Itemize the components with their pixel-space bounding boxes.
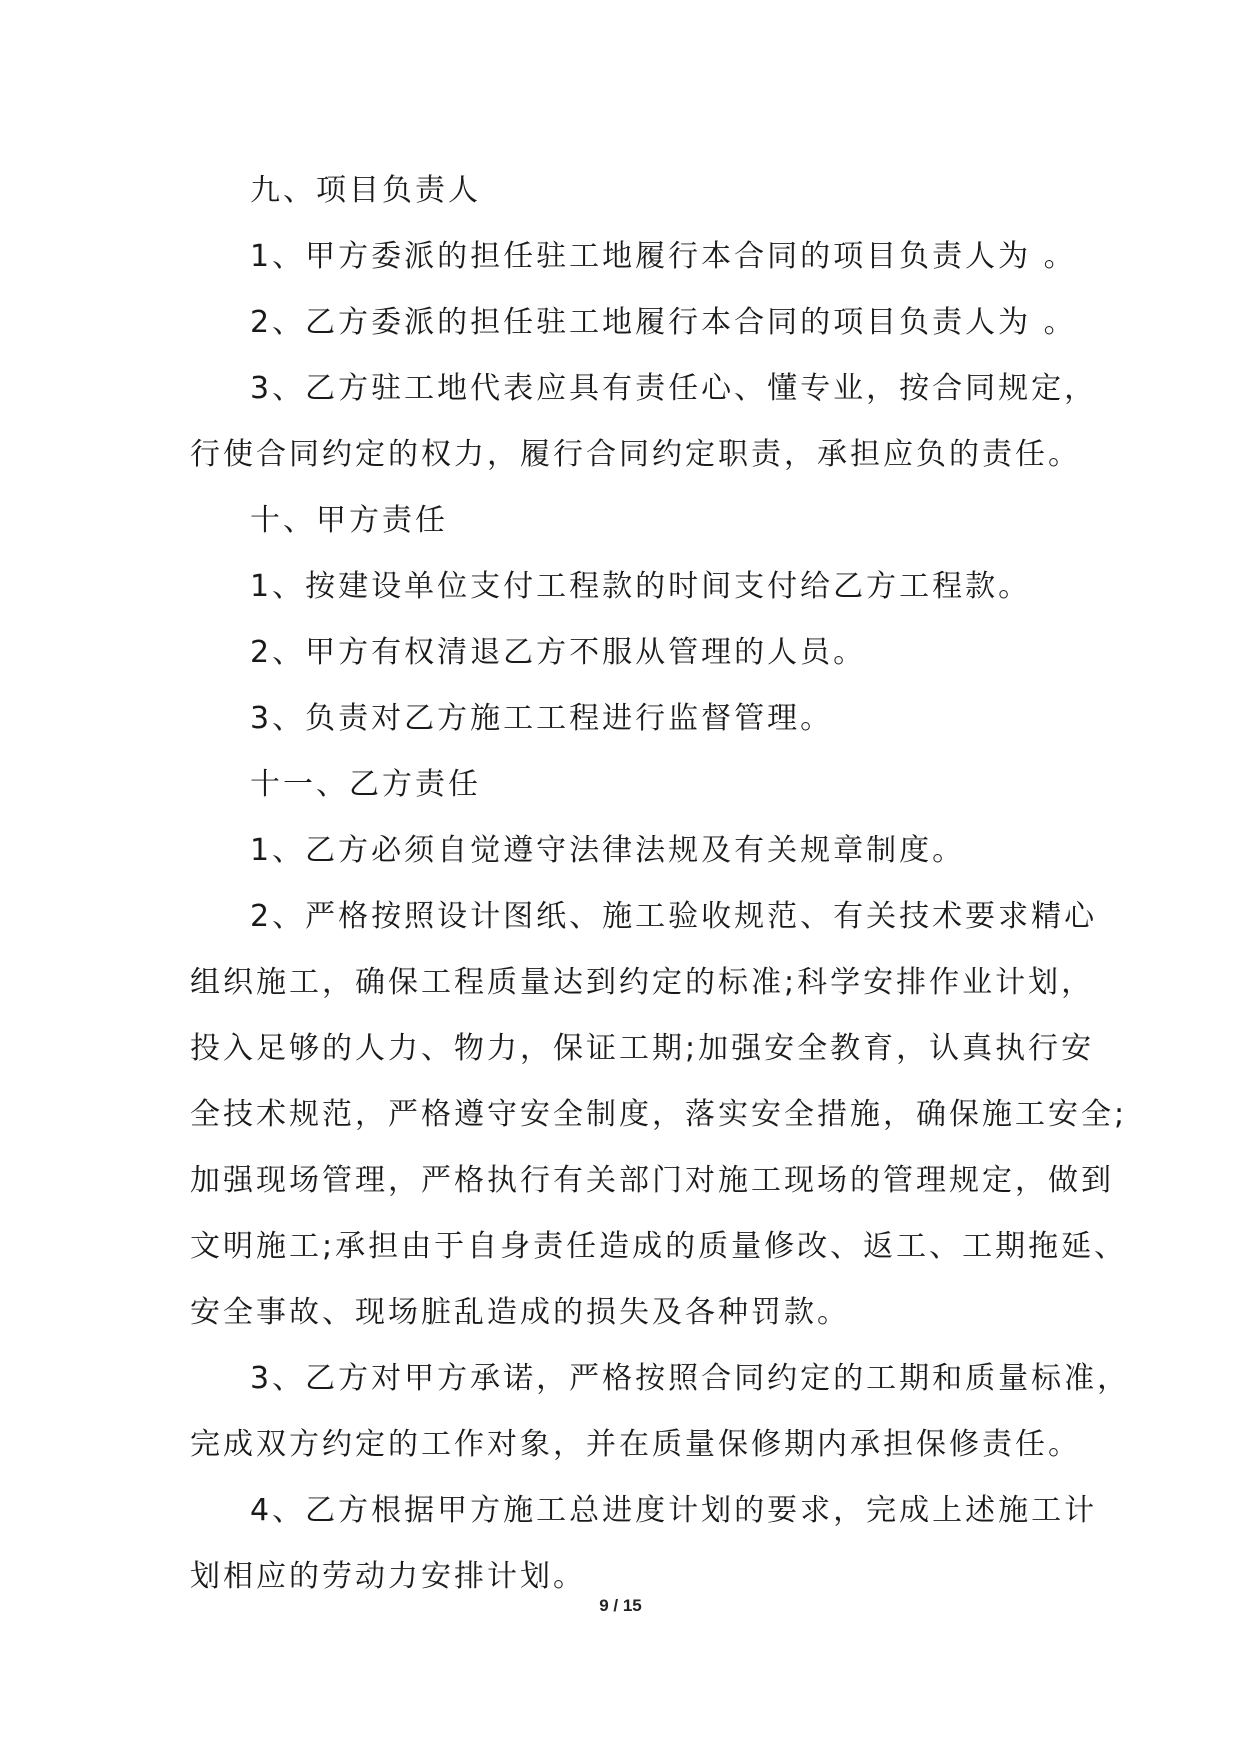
- text-line: 文明施工;承担由于自身责任造成的质量修改、返工、工期拖延、: [190, 1229, 1128, 1264]
- text-line: 组织施工，确保工程质量达到约定的标准;科学安排作业计划，: [190, 965, 1095, 1000]
- text-line: 安全事故、现场脏乱造成的损失及各种罚款。: [190, 1295, 850, 1330]
- text-line: 1、乙方必须自觉遵守法律法规及有关规章制度。: [250, 833, 966, 868]
- text-line: 行使合同约定的权力，履行合同约定职责，承担应负的责任。: [190, 437, 1081, 472]
- text-line: 3、乙方驻工地代表应具有责任心、懂专业，按合同规定，: [250, 371, 1098, 406]
- text-line: 投入足够的人力、物力，保证工期;加强安全教育，认真执行安: [190, 1031, 1095, 1066]
- text-line: 十、甲方责任: [250, 503, 448, 538]
- text-line: 2、乙方委派的担任驻工地履行本合同的项目负责人为 。: [250, 305, 1077, 340]
- text-line: 4、乙方根据甲方施工总进度计划的要求，完成上述施工计: [250, 1493, 1098, 1528]
- text-line: 2、严格按照设计图纸、施工验收规范、有关技术要求精心: [250, 899, 1098, 934]
- text-line: 3、乙方对甲方承诺，严格按照合同约定的工期和质量标准，: [250, 1361, 1131, 1396]
- text-line: 1、甲方委派的担任驻工地履行本合同的项目负责人为 。: [250, 239, 1077, 274]
- text-line: 全技术规范，严格遵守安全制度，落实安全措施，确保施工安全;: [190, 1097, 1128, 1132]
- text-line: 加强现场管理，严格执行有关部门对施工现场的管理规定，做到: [190, 1163, 1114, 1198]
- text-line: 2、甲方有权清退乙方不服从管理的人员。: [250, 635, 867, 670]
- text-line: 3、负责对乙方施工工程进行监督管理。: [250, 701, 834, 736]
- text-line: 十一、乙方责任: [250, 767, 481, 802]
- text-line: 九、项目负责人: [250, 173, 481, 208]
- text-line: 1、按建设单位支付工程款的时间支付给乙方工程款。: [250, 569, 1032, 604]
- document-body: [190, 158, 1131, 1610]
- text-line: 完成双方约定的工作对象，并在质量保修期内承担保修责任。: [190, 1427, 1081, 1462]
- page-number: 9 / 15: [599, 1596, 642, 1615]
- text-line: 划相应的劳动力安排计划。: [190, 1559, 586, 1594]
